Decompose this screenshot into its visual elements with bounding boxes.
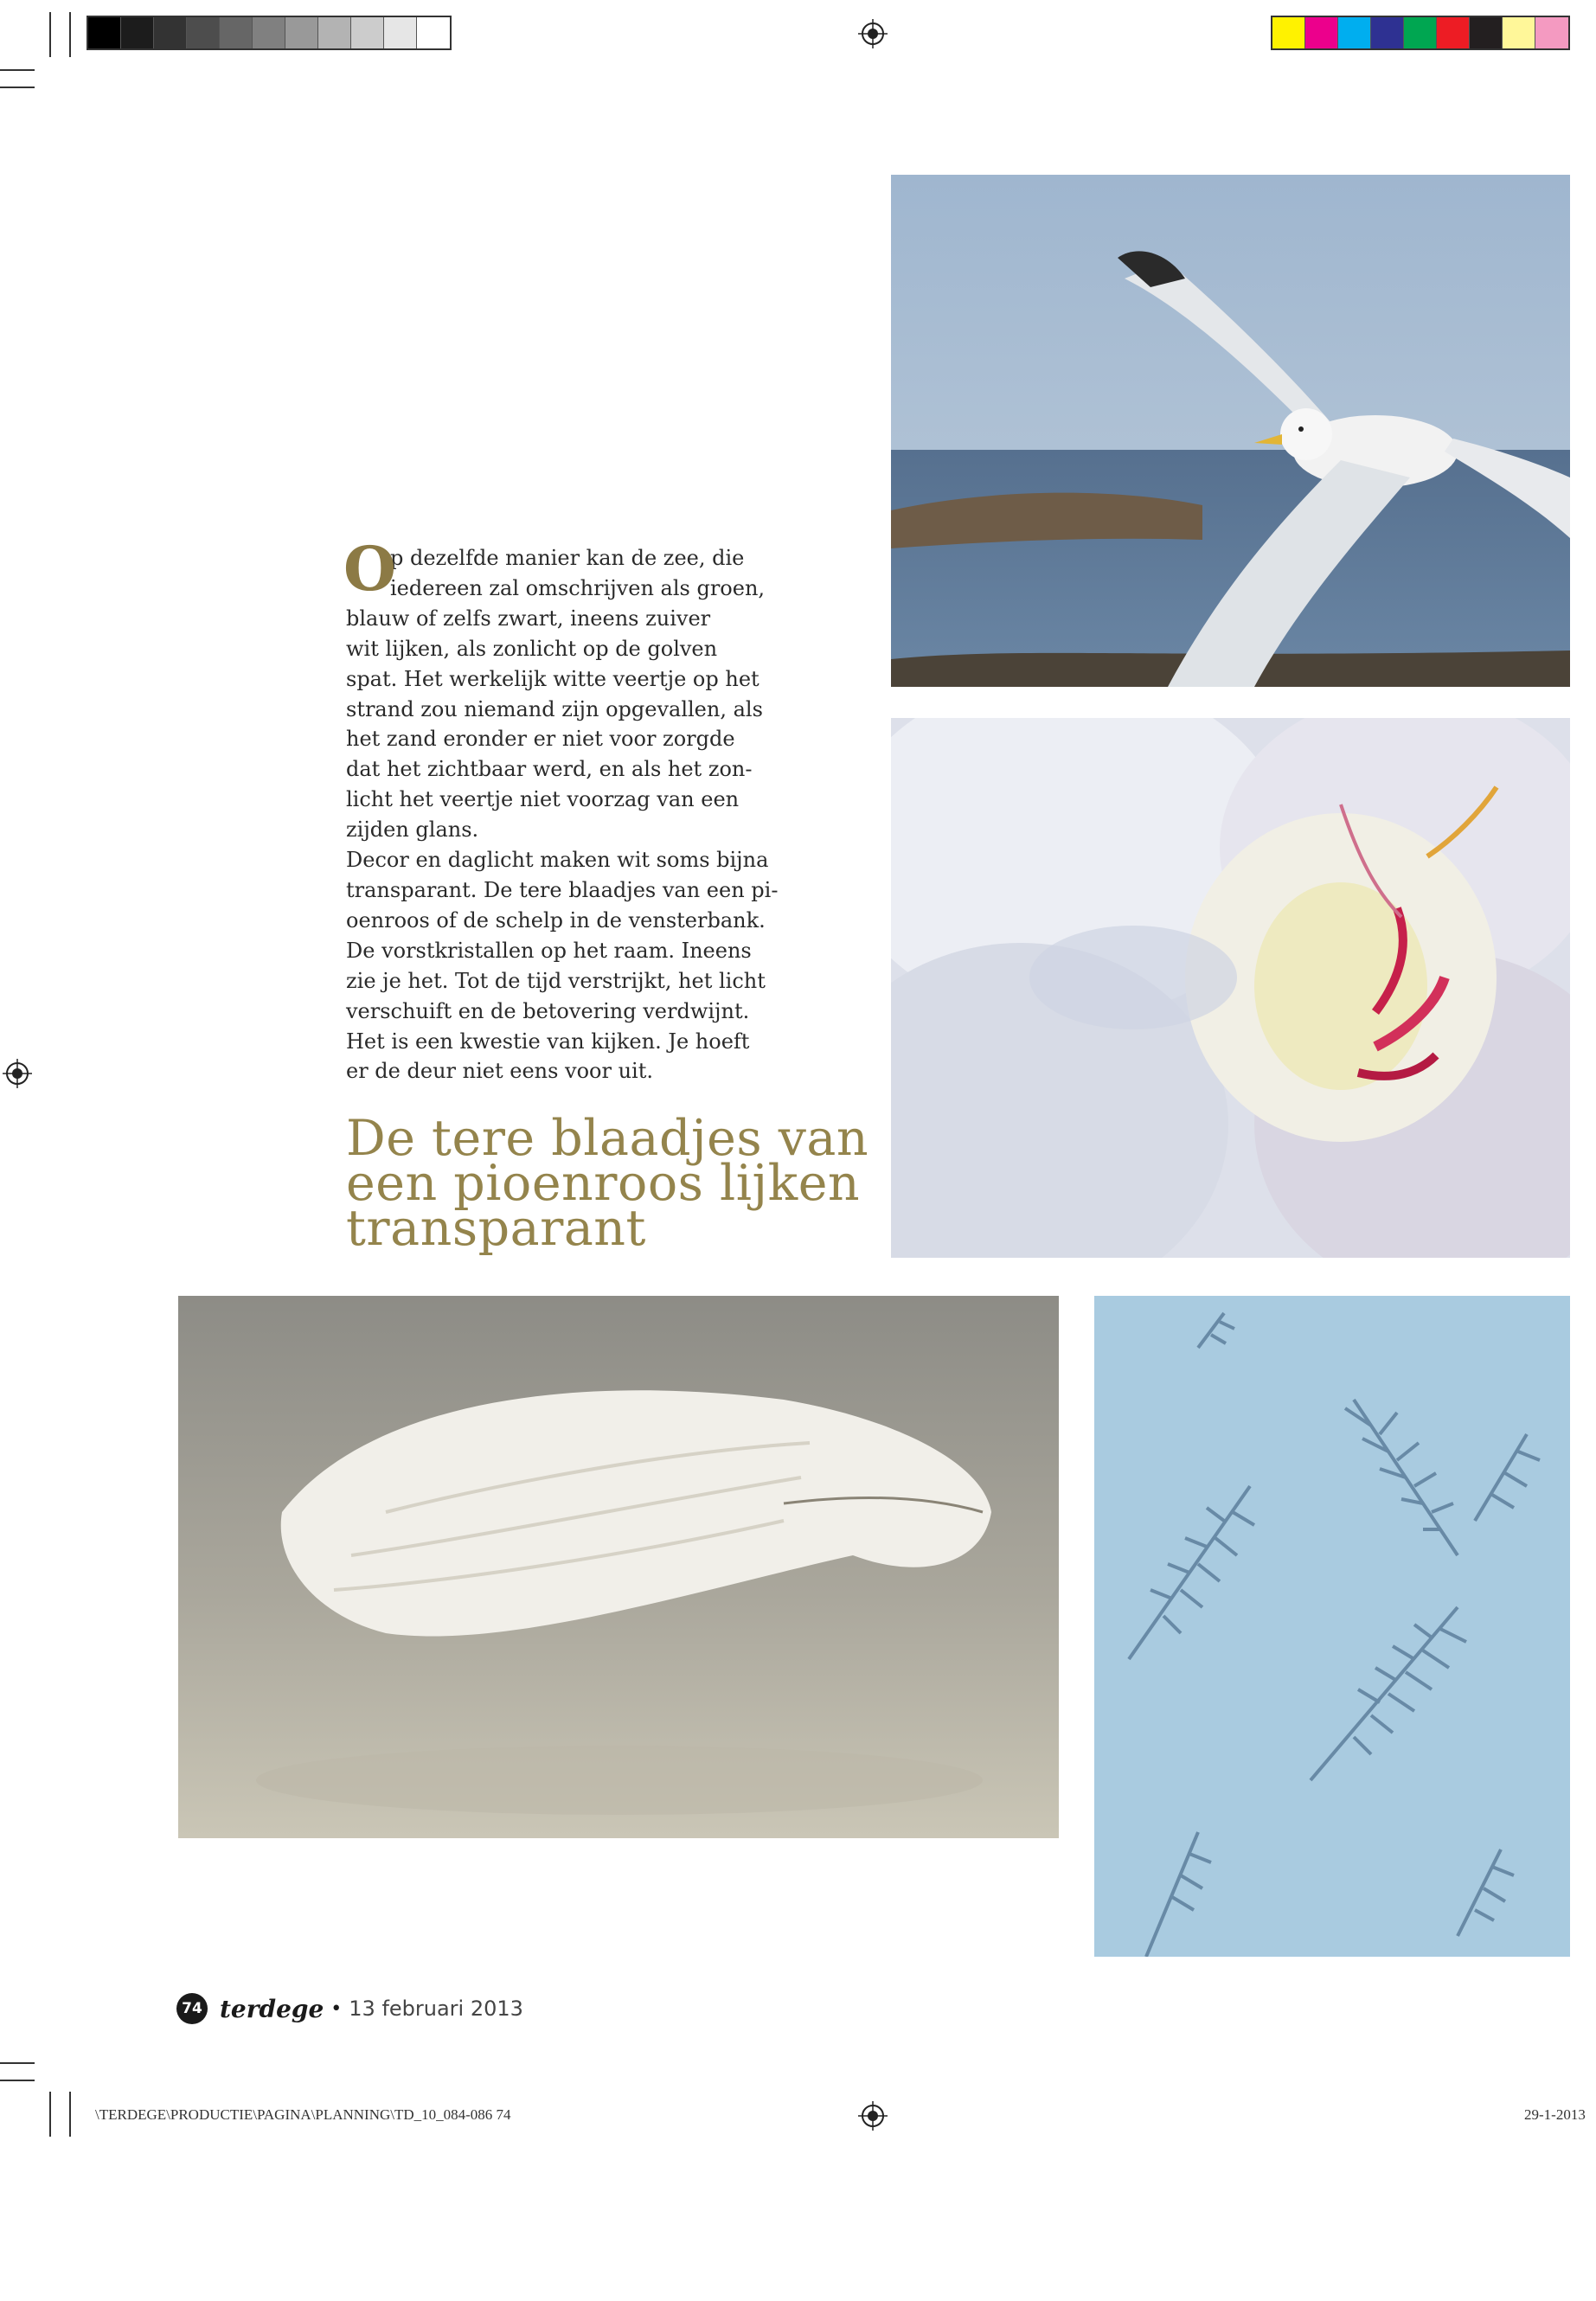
article-line: iedereen zal omschrijven als groen, bbox=[390, 575, 766, 600]
color-swatch bbox=[417, 17, 450, 48]
color-control-bar bbox=[1271, 16, 1570, 50]
crop-line bbox=[0, 2062, 35, 2064]
drop-cap: O bbox=[343, 533, 396, 605]
color-swatch bbox=[1404, 17, 1437, 48]
color-swatch bbox=[1535, 17, 1568, 48]
color-swatch bbox=[1437, 17, 1470, 48]
article-line: Het is een kwestie van kijken. Je hoeft bbox=[346, 1029, 750, 1054]
page-footer bbox=[176, 1991, 523, 2026]
page-number: 74 bbox=[176, 1993, 208, 2024]
color-swatch bbox=[384, 17, 417, 48]
issue-date: 13 februari 2013 bbox=[349, 1997, 523, 2021]
registration-mark-icon bbox=[3, 1059, 32, 1088]
color-swatch bbox=[1338, 17, 1371, 48]
color-swatch bbox=[1272, 17, 1305, 48]
article-line: dat het zichtbaar werd, en als het zon- bbox=[346, 757, 753, 782]
crop-line bbox=[69, 12, 71, 57]
article-body bbox=[343, 533, 779, 1086]
article-line: verschuift en de betovering verdwijnt. bbox=[346, 998, 750, 1023]
article-line: licht het veertje niet voorzag van een bbox=[346, 787, 740, 812]
pull-quote-line: een pioenroos lijken bbox=[346, 1155, 861, 1212]
crop-line bbox=[0, 2080, 35, 2081]
article-line: strand zou niemand zijn opgevallen, als bbox=[346, 696, 763, 721]
crop-line bbox=[49, 12, 51, 57]
slug-file-path: \TERDEGE\PRODUCTIE\PAGINA\PLANNING\TD_10_084-086 74 bbox=[95, 2106, 511, 2123]
article-line: Decor en daglicht maken wit soms bijna bbox=[346, 848, 769, 873]
slug-date: 29-1-2013 bbox=[1524, 2106, 1586, 2123]
color-swatch bbox=[1371, 17, 1404, 48]
pull-quote bbox=[346, 1110, 882, 1257]
photo-shell bbox=[178, 1296, 1059, 1838]
article-line: er de deur niet eens voor uit. bbox=[346, 1059, 654, 1084]
article-line: oenroos of de schelp in de vensterbank. bbox=[346, 907, 766, 933]
color-swatch bbox=[1503, 17, 1535, 48]
color-swatch bbox=[285, 17, 318, 48]
article-line: spat. Het werkelijk witte veertje op het bbox=[346, 666, 760, 691]
registration-mark-icon bbox=[858, 19, 888, 48]
photo-seagull bbox=[891, 175, 1570, 687]
article-line: zijden glans. bbox=[346, 817, 479, 843]
article-line: blauw of zelfs zwart, ineens zuiver bbox=[346, 606, 711, 631]
color-swatch bbox=[318, 17, 351, 48]
photo-frost-crystals bbox=[1094, 1296, 1570, 1957]
crop-line bbox=[0, 69, 35, 71]
article-line: transparant. De tere blaadjes van een pi- bbox=[346, 877, 779, 902]
article-line: wit lijken, als zonlicht op de golven bbox=[346, 636, 718, 661]
registration-mark-icon bbox=[858, 2101, 888, 2131]
pull-quote-line: transparant bbox=[346, 1200, 646, 1257]
color-swatch bbox=[88, 17, 121, 48]
crop-line bbox=[69, 2092, 71, 2137]
article-line: zie je het. Tot de tijd verstrijkt, het licht bbox=[346, 968, 766, 993]
color-swatch bbox=[121, 17, 154, 48]
color-swatch bbox=[351, 17, 384, 48]
pull-quote-line: De tere blaadjes van bbox=[346, 1110, 869, 1167]
crop-line bbox=[0, 87, 35, 88]
crop-line bbox=[49, 2092, 51, 2137]
article-line: het zand eronder er niet voor zorgde bbox=[346, 727, 735, 752]
color-swatch bbox=[154, 17, 187, 48]
color-swatch bbox=[253, 17, 285, 48]
color-swatch bbox=[1305, 17, 1338, 48]
color-swatch bbox=[1470, 17, 1503, 48]
color-swatch bbox=[220, 17, 253, 48]
photo-peony bbox=[891, 718, 1570, 1258]
separator-bullet: • bbox=[330, 1997, 343, 2020]
grayscale-bar bbox=[87, 16, 452, 50]
article-line: p dezelfde manier kan de zee, die bbox=[390, 546, 745, 570]
color-swatch bbox=[187, 17, 220, 48]
article-line: De vorstkristallen op het raam. Ineens bbox=[346, 938, 752, 963]
magazine-logo: terdege bbox=[220, 1994, 324, 2023]
